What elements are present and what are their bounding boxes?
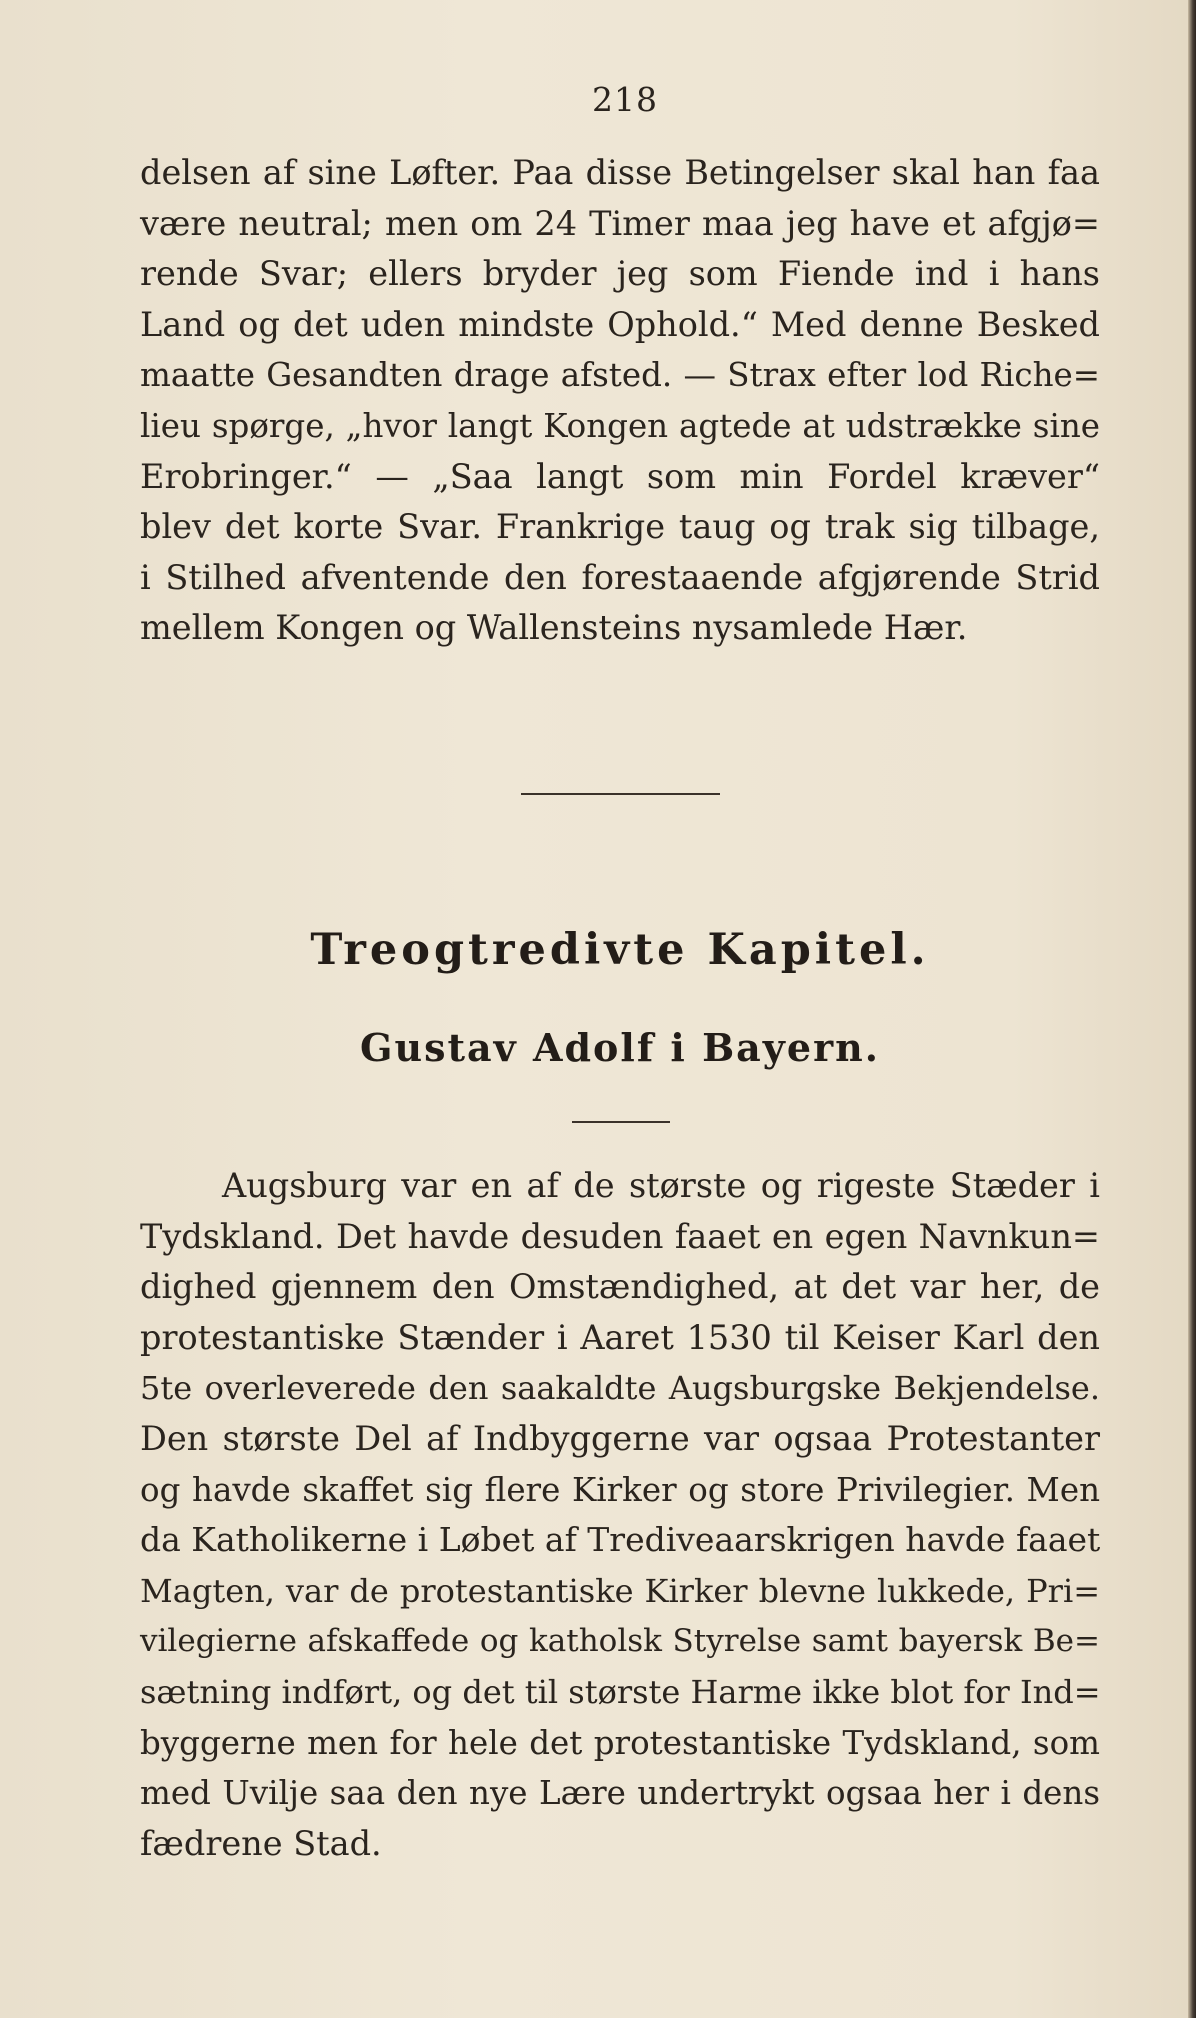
chapter-title: Treogtredivte Kapitel. <box>310 925 930 975</box>
title-divider <box>572 1121 670 1123</box>
page-number: 218 <box>592 80 658 119</box>
text-line: i Stilhed afventende den forestaaende afgjørende Strid <box>140 557 1100 597</box>
text-line: og havde skaffet sig flere Kirker og store Privilegier. Men <box>140 1470 1100 1509</box>
text-line: med Uvilje saa den nye Lære undertrykt ogsaa her i dens <box>140 1774 1100 1813</box>
text-line: Magten, var de protestantiske Kirker blevne lukkede, Pri= <box>140 1571 1100 1610</box>
text-line: Augsburg var en af de største og rigeste Stæder i <box>222 1166 1100 1205</box>
text-line: Den største Del af Indbyggerne var ogsaa Protestanter <box>140 1418 1100 1458</box>
text-line: maatte Gesandten drage afsted. — Strax efter lod Riche= <box>140 356 1100 395</box>
text-line: byggerne men for hele det protestantiske Tydskland, som <box>140 1723 1100 1762</box>
paragraph-continued <box>140 148 1100 654</box>
page-edge-shadow <box>1188 0 1196 2018</box>
text-line: da Katholikerne i Løbet af Trediveaarskrigen havde faaet <box>140 1520 1101 1560</box>
text-line: mellem Kongen og Wallensteins nysamlede Hær. <box>140 608 968 648</box>
text-line: dighed gjennem den Omstændighed, at det var her, de <box>140 1267 1100 1307</box>
text-line: Land og det uden mindste Ophold.“ Med denne Besked <box>140 304 1100 344</box>
text-line: blev det korte Svar. Frankrige taug og trak sig tilbage, <box>140 507 1100 547</box>
text-line: vilegierne afskaffede og katholsk Styrelse samt bayersk Be= <box>140 1623 1100 1660</box>
text-line: Erobringer.“ — „Saa langt som min Fordel kræver“ <box>140 456 1100 496</box>
text-line: delsen af sine Løfter. Paa disse Betingelser skal han faa <box>140 153 1100 192</box>
text-line: sætning indført, og det til største Harme ikke blot for Ind= <box>140 1672 1101 1711</box>
paragraph-chapter-start <box>140 1161 1100 1869</box>
text-line: lieu spørge, „hvor langt Kongen agtede at udstrække sine <box>140 406 1100 445</box>
text-line: rende Svar; ellers bryder jeg som Fiende ind i hans <box>140 254 1100 294</box>
chapter-subtitle: Gustav Adolf i Bayern. <box>360 1025 880 1070</box>
text-line: Tydskland. Det havde desuden faaet en egen Navnkun= <box>140 1216 1100 1256</box>
text-line: være neutral; men om 24 Timer maa jeg have et afgjø= <box>140 203 1100 243</box>
text-line: protestantiske Stænder i Aaret 1530 til Keiser Karl den <box>140 1317 1100 1357</box>
section-divider <box>521 793 720 795</box>
text-line: fædrene Stad. <box>140 1823 382 1863</box>
text-line: 5te overleverede den saakaldte Augsburgske Bekjendelse. <box>140 1369 1100 1408</box>
